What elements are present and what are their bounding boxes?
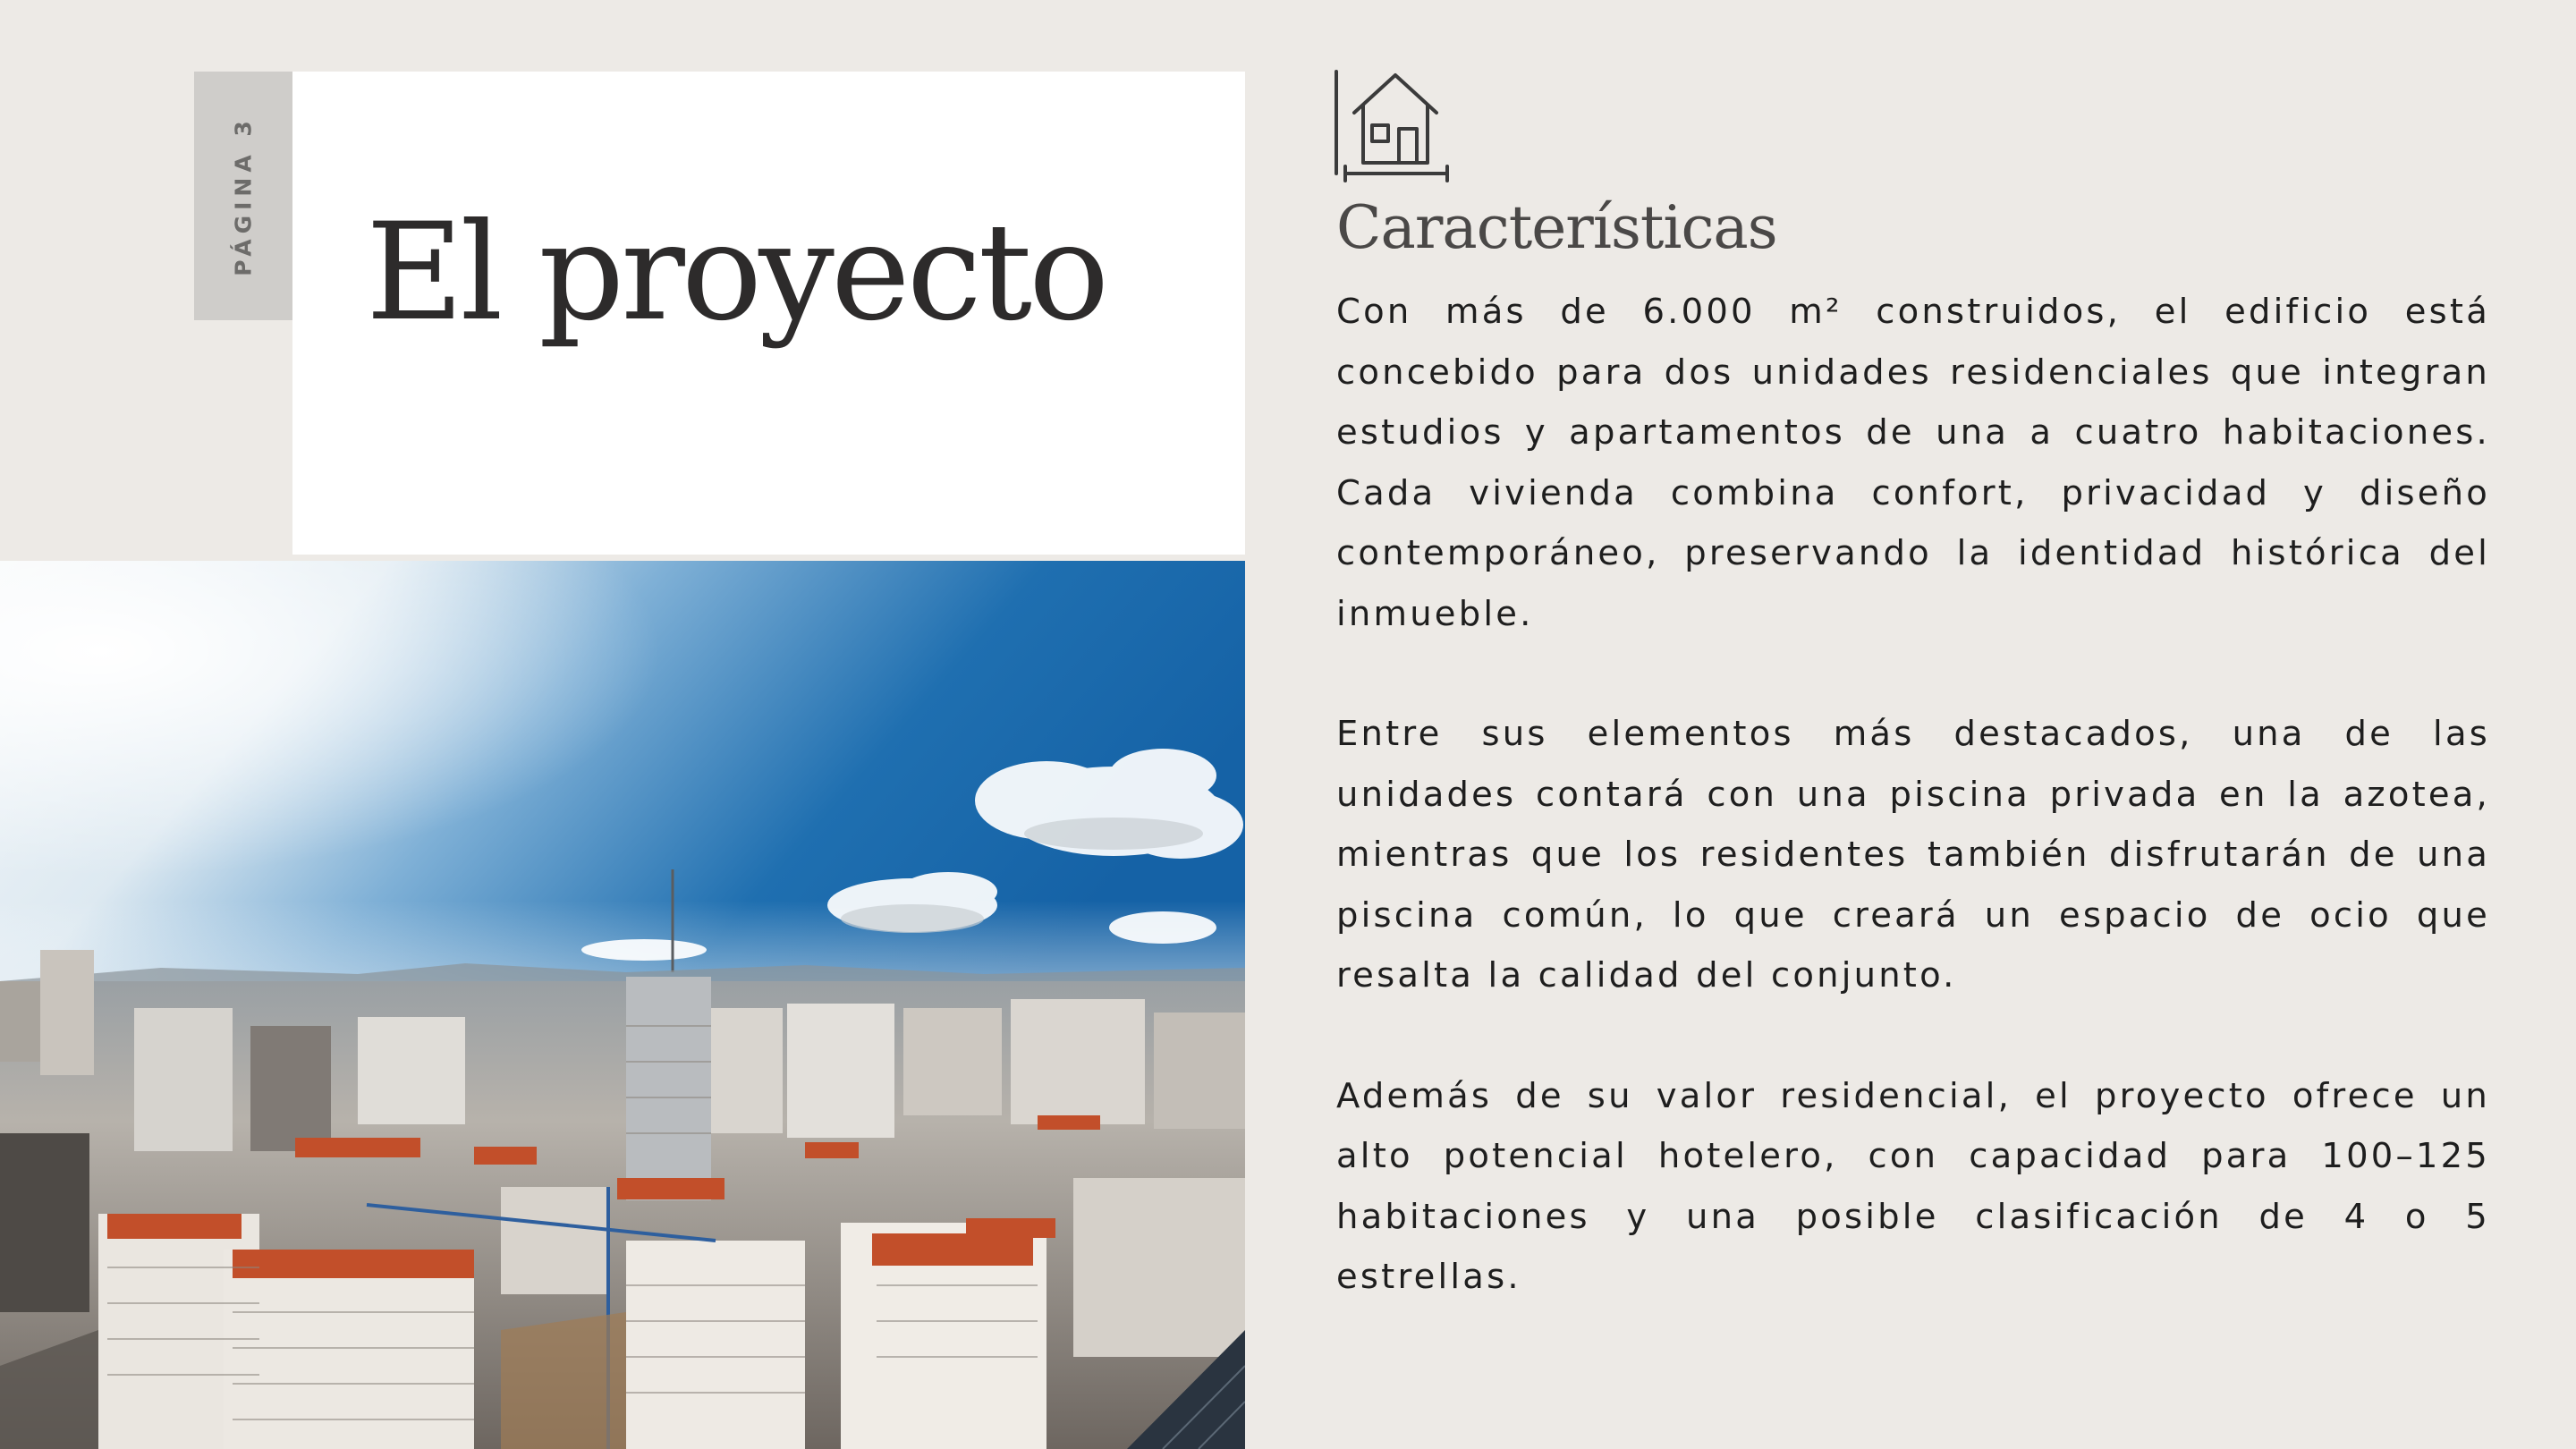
section-heading: Características [1336, 193, 1777, 262]
page-number-tab [194, 72, 292, 320]
paragraph-3: Además de su valor residencial, el proyecto ofrece un alto potencial hotelero, con capacidad para 100–125 habitaciones y una posible clasificación de 4 o 5 estrellas. [1336, 1075, 2490, 1297]
paragraph-2: Entre sus elementos más destacados, una de las unidades contará con una piscina privada en la azotea, mientras que los residentes también disfrutarán de una piscina común, lo que creará un espacio de ocio que resalta la calidad del conjunto. [1336, 714, 2490, 996]
title-card [292, 72, 1245, 555]
house-icon [1333, 68, 1451, 182]
page-title: El proyecto [366, 195, 1106, 351]
features-body [1336, 282, 2490, 1368]
paragraph-1: Con más de 6.000 m² construidos, el edificio está concebido para dos unidades residenciales que integran estudios y apartamentos de una a cuatro habitaciones. Cada vivienda combina confort, privacidad y diseño contemporáneo, preservando la identidad histórica del inmueble. [1336, 292, 2490, 634]
city-aerial-photo [0, 561, 1245, 1449]
page-number-label: PÁGINA 3 [230, 115, 257, 276]
